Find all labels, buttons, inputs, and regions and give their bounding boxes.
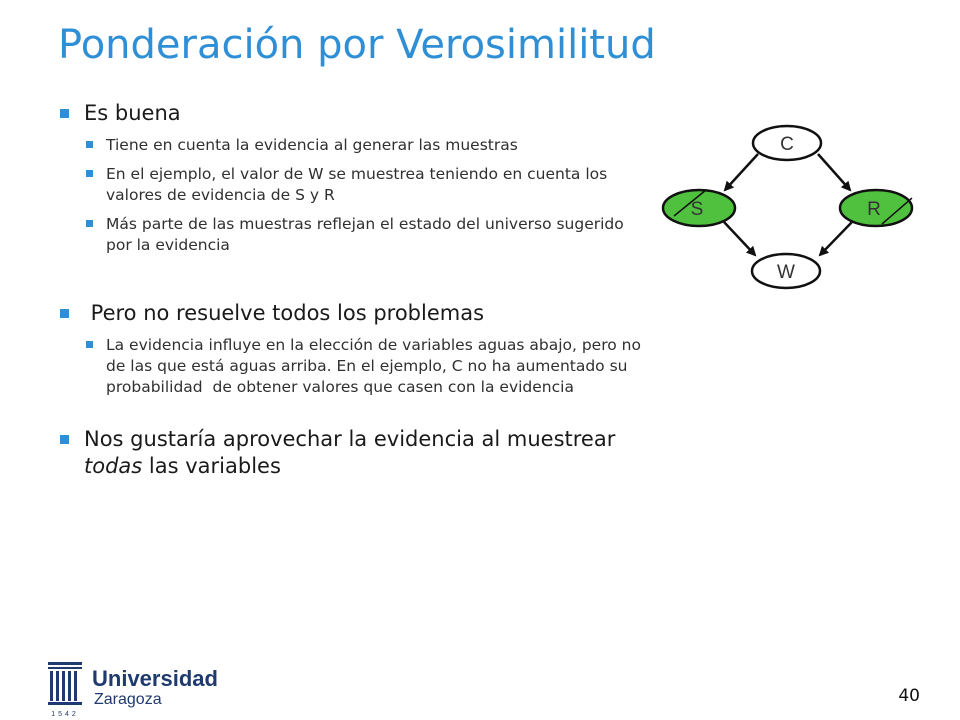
bullet-text: Es buena [84,101,181,125]
node-c-label: C [780,134,794,155]
edge-s-w [724,222,755,255]
square-bullet-icon [86,170,93,177]
sub-bullet [58,335,648,398]
logo-name: Universidad [92,666,218,691]
square-bullet-icon [60,309,69,318]
sub-bullet-text: En el ejemplo, el valor de W se muestrea teniendo en cuenta los valores de evidencia de S y R [106,165,608,204]
node-s-label: S [690,199,704,220]
bullet-text-emphasis: todas [84,454,143,478]
node-w-label: W [777,262,795,283]
page-number: 40 [898,686,920,706]
logo-city: Zaragoza [94,691,162,708]
sub-bullet [58,214,648,256]
bullet-text-end: las variables [142,454,281,478]
bullet-es-buena [58,100,648,127]
square-bullet-icon [60,109,69,118]
bullet-aprovechar [58,426,648,480]
edge-c-s [725,154,758,190]
node-r-label: R [867,199,881,220]
universidad-zaragoza-logo [46,660,246,720]
square-bullet-icon [60,435,69,444]
bullet-text: Pero no resuelve todos los problemas [84,301,485,325]
slide-content [58,100,648,480]
slide-title: Ponderación por Verosimilitud [58,22,656,68]
sub-bullet [58,135,648,156]
bullet-text-start: Nos gustaría aprovechar la evidencia al muestrear [84,427,616,451]
edge-c-r [818,154,850,190]
square-bullet-icon [86,141,93,148]
edge-r-w [820,222,852,255]
sub-bullet-text: Tiene en cuenta la evidencia al generar las muestras [106,136,518,154]
bayes-network-diagram [660,120,930,310]
sub-bullet-text: La evidencia influye en la elección de variables aguas abajo, pero no de las que está aguas arriba. En el ejemplo, C no ha aumentado su probabilidad de obtener valores que casen con la evidencia [106,336,646,396]
sub-bullet [58,164,648,206]
sub-bullet-text: Más parte de las muestras reflejan el estado del universo sugerido por la evidencia [106,215,624,254]
square-bullet-icon [86,341,93,348]
logo-year: 1542 [51,711,79,718]
university-crest-icon [48,662,82,705]
bullet-problemas [58,300,648,327]
square-bullet-icon [86,220,93,227]
